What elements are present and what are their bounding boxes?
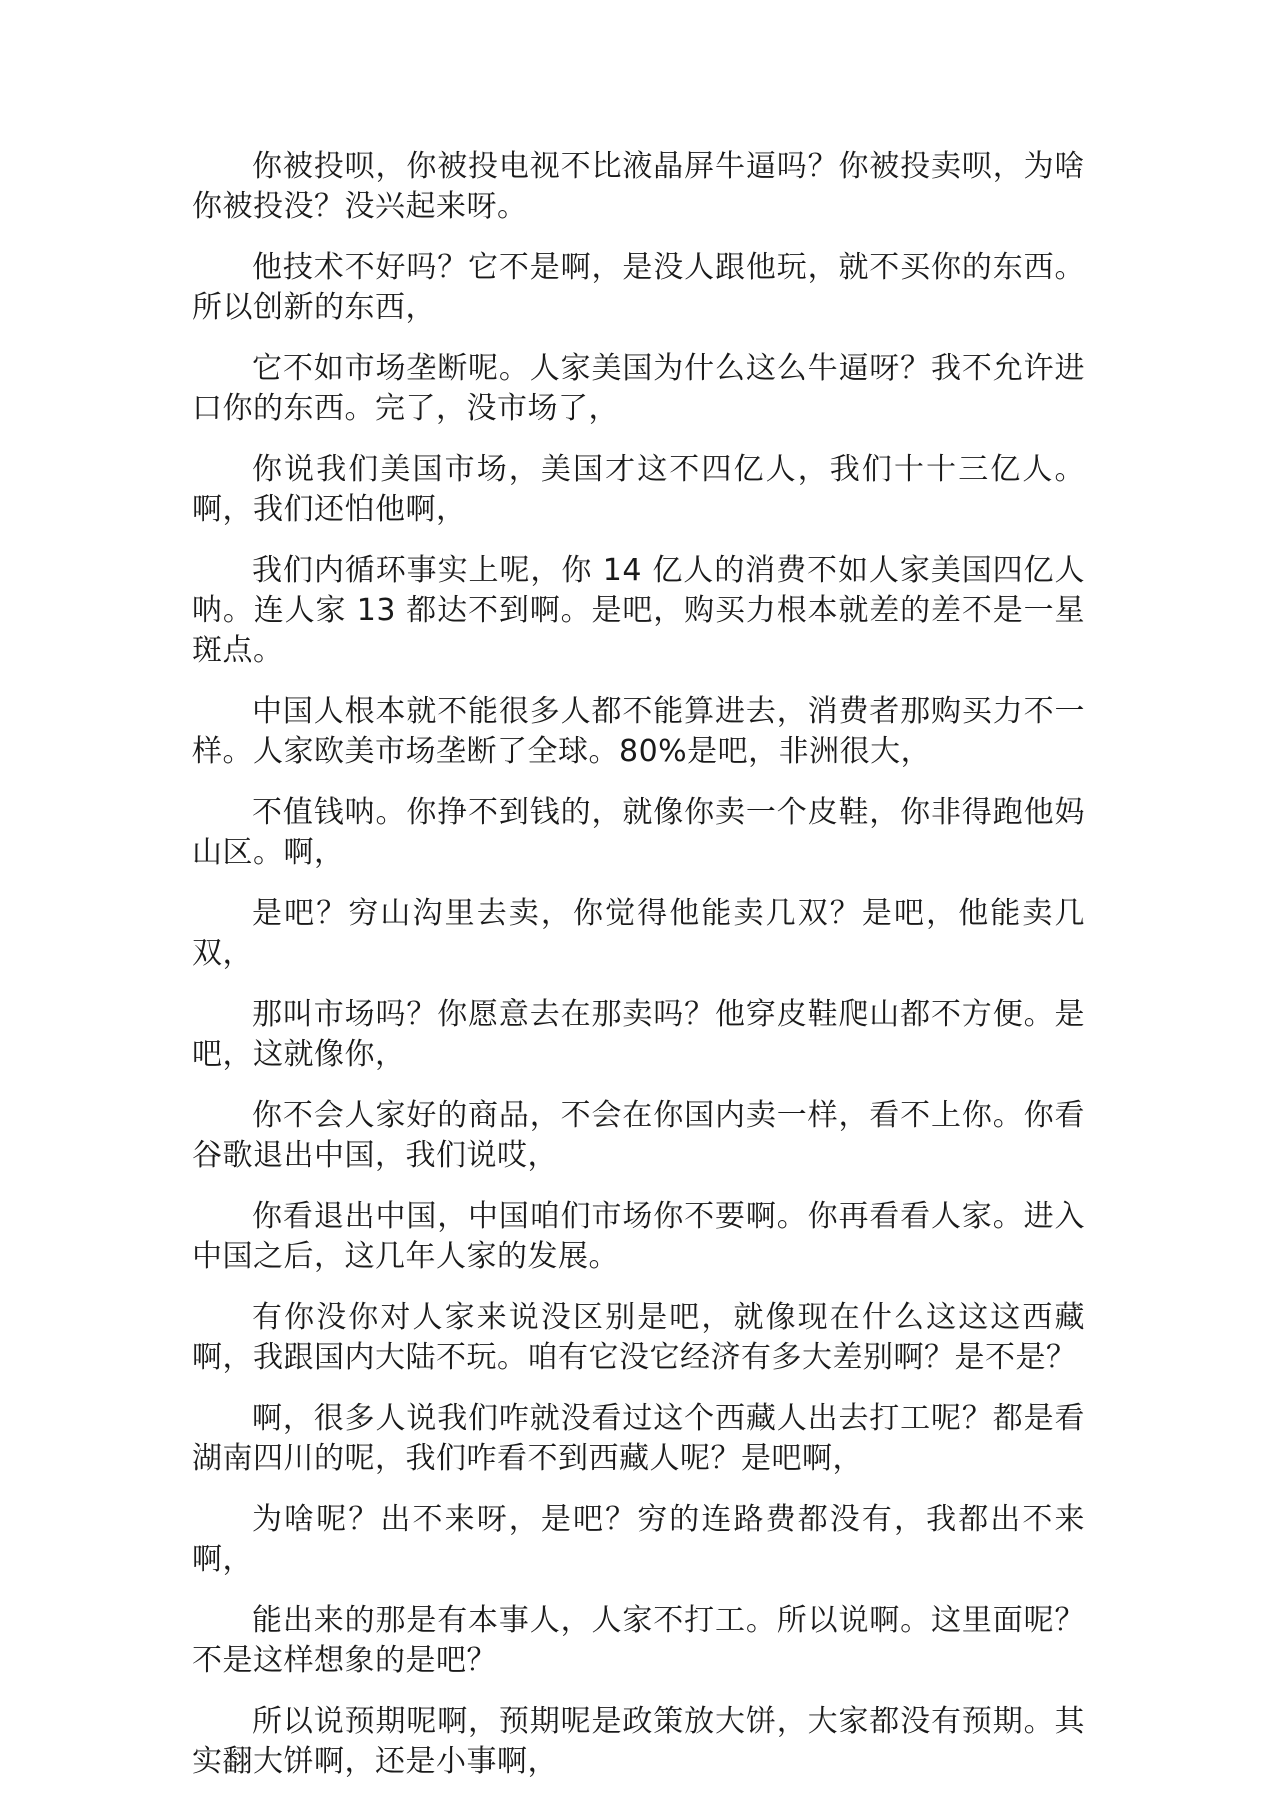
document-body — [192, 147, 1085, 1803]
paragraph-14: 为啥呢？出不来呀，是吧？穷的连路费都没有，我都出不来啊， — [192, 1502, 1085, 1577]
paragraph-7: 不值钱呐。你挣不到钱的，就像你卖一个皮鞋，你非得跑他妈山区。啊， — [192, 795, 1085, 870]
paragraph-3: 它不如市场垄断呢。人家美国为什么这么牛逼呀？我不允许进口你的东西。完了，没市场了， — [192, 351, 1085, 426]
paragraph-10: 你不会人家好的商品，不会在你国内卖一样，看不上你。你看谷歌退出中国，我们说哎， — [192, 1098, 1085, 1173]
paragraph-15: 能出来的那是有本事人，人家不打工。所以说啊。这里面呢？不是这样想象的是吧？ — [192, 1603, 1085, 1678]
paragraph-2: 他技术不好吗？它不是啊，是没人跟他玩，就不买你的东西。所以创新的东西， — [192, 250, 1085, 325]
paragraph-12: 有你没你对人家来说没区别是吧，就像现在什么这这这西藏啊，我跟国内大陆不玩。咱有它没它经济有多大差别啊？是不是？ — [192, 1300, 1085, 1375]
paragraph-11: 你看退出中国，中国咱们市场你不要啊。你再看看人家。进入中国之后，这几年人家的发展。 — [192, 1199, 1085, 1274]
paragraph-8: 是吧？穷山沟里去卖，你觉得他能卖几双？是吧，他能卖几双， — [192, 896, 1085, 971]
paragraph-5: 我们内循环事实上呢，你 14 亿人的消费不如人家美国四亿人呐。连人家 13 都达不到啊。是吧，购买力根本就差的差不是一星斑点。 — [192, 553, 1085, 668]
paragraph-6: 中国人根本就不能很多人都不能算进去，消费者那购买力不一样。人家欧美市场垄断了全球。80%是吧，非洲很大， — [192, 694, 1085, 769]
paragraph-4: 你说我们美国市场，美国才这不四亿人，我们十十三亿人。啊，我们还怕他啊， — [192, 452, 1085, 527]
paragraph-9: 那叫市场吗？你愿意去在那卖吗？他穿皮鞋爬山都不方便。是吧，这就像你， — [192, 997, 1085, 1072]
paragraph-13: 啊，很多人说我们咋就没看过这个西藏人出去打工呢？都是看湖南四川的呢，我们咋看不到西藏人呢？是吧啊， — [192, 1401, 1085, 1476]
paragraph-16: 所以说预期呢啊，预期呢是政策放大饼，大家都没有预期。其实翻大饼啊，还是小事啊， — [192, 1704, 1085, 1779]
paragraph-1: 你被投呗，你被投电视不比液晶屏牛逼吗？你被投卖呗，为啥你被投没？没兴起来呀。 — [192, 149, 1085, 224]
